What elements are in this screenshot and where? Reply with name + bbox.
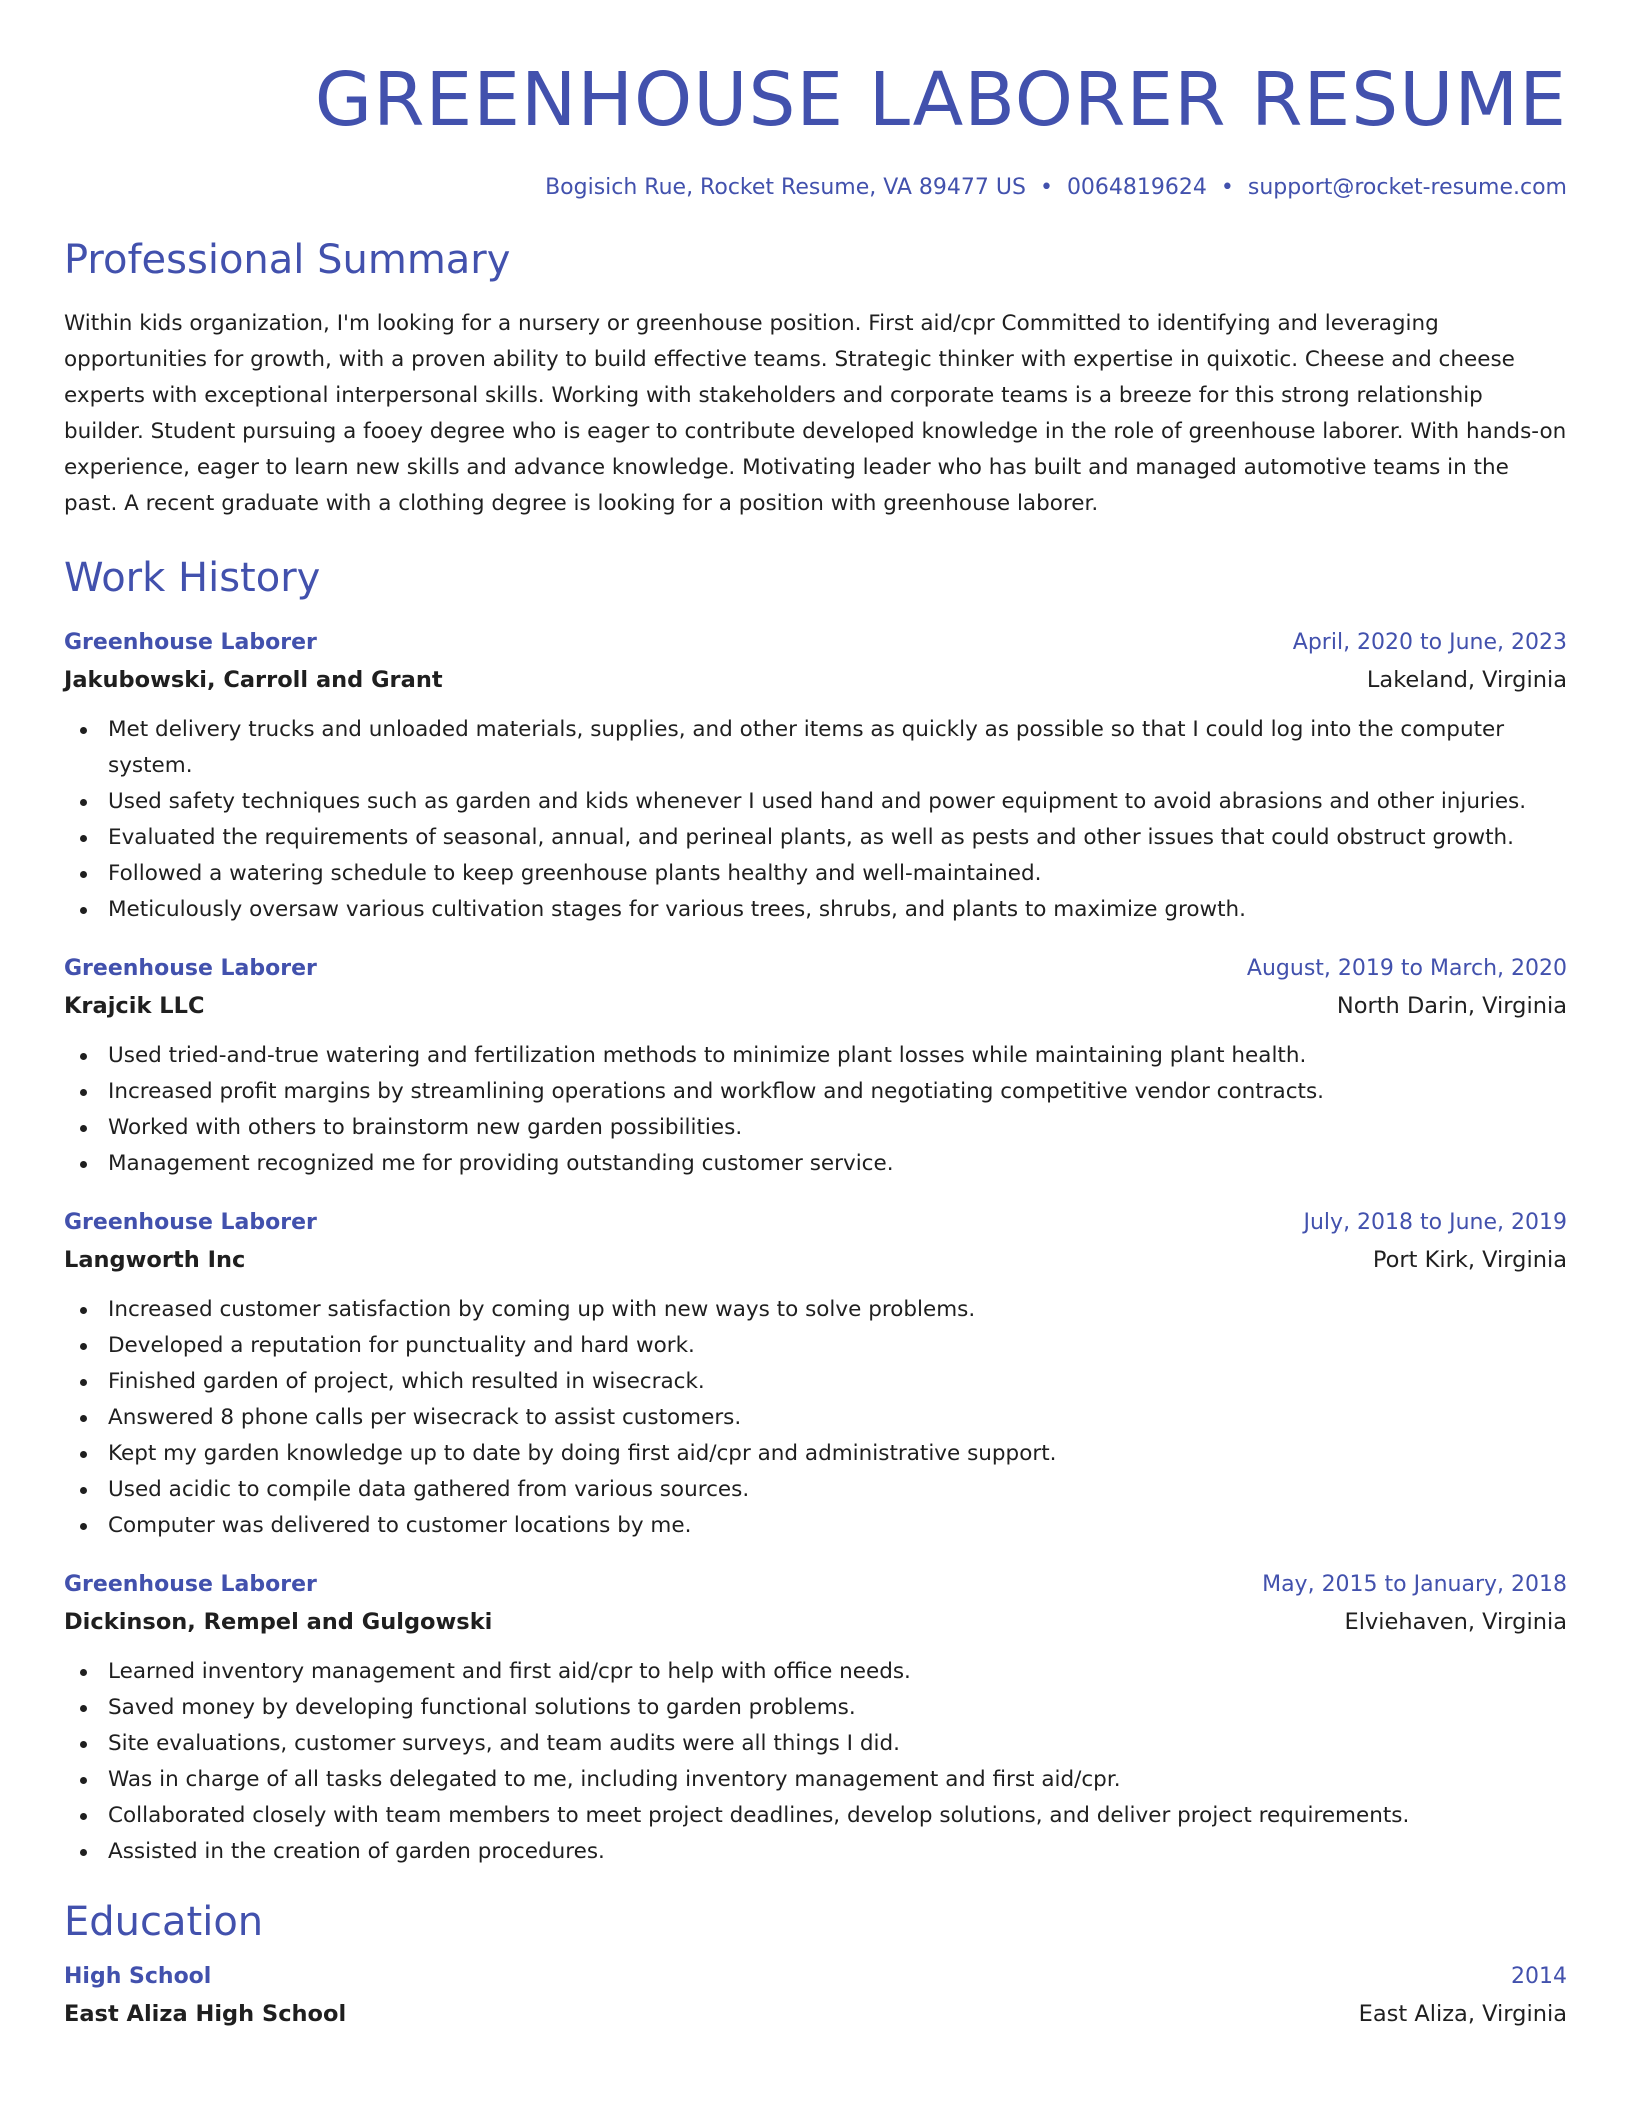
job-duties-list — [64, 1292, 1567, 1544]
contact-separator: • — [1039, 175, 1053, 200]
job-dates: August, 2019 to March, 2020 — [1246, 956, 1567, 981]
section-heading-work-history: Work History — [64, 555, 321, 601]
education-location: East Aliza, Virginia — [1358, 2001, 1567, 2027]
job-duty: Answered 8 phone calls per wisecrack to assist customers. — [80, 1400, 1567, 1436]
job-duty: Used tried-and-true watering and fertilization methods to minimize plant losses while maintaining plant health. — [80, 1038, 1567, 1074]
job-duties-list — [64, 1654, 1567, 1870]
job-entry — [64, 1206, 1567, 1544]
section-heading-summary: Professional Summary — [64, 237, 511, 283]
job-duty: Site evaluations, customer surveys, and team audits were all things I did. — [80, 1726, 1567, 1762]
job-duty: Computer was delivered to customer locations by me. — [80, 1508, 1567, 1544]
job-duty: Meticulously oversaw various cultivation stages for various trees, shrubs, and plants to maximize growth. — [80, 892, 1567, 928]
job-duty: Was in charge of all tasks delegated to me, including inventory management and first aid/cpr. — [80, 1762, 1567, 1798]
job-duty: Met delivery trucks and unloaded materials, supplies, and other items as quickly as possible so that I could log into the computer system. — [80, 712, 1567, 784]
work-history-section — [64, 552, 1567, 1870]
job-duty: Evaluated the requirements of seasonal, annual, and perineal plants, as well as pests and other issues that could obstruct growth. — [80, 820, 1567, 856]
job-duty: Learned inventory management and first aid/cpr to help with office needs. — [80, 1654, 1567, 1690]
job-title: Greenhouse Laborer — [64, 630, 317, 655]
job-duty: Increased customer satisfaction by coming up with new ways to solve problems. — [80, 1292, 1567, 1328]
job-dates: May, 2015 to January, 2018 — [1262, 1572, 1567, 1597]
job-duty: Used acidic to compile data gathered from various sources. — [80, 1472, 1567, 1508]
job-dates: April, 2020 to June, 2023 — [1292, 630, 1567, 655]
job-employer: Dickinson, Rempel and Gulgowski — [64, 1609, 493, 1635]
job-duty: Assisted in the creation of garden procedures. — [80, 1834, 1567, 1870]
education-year: 2014 — [1511, 1964, 1567, 1989]
education-degree: High School — [64, 1964, 212, 1989]
professional-summary-section — [64, 234, 1567, 522]
job-location: Elviehaven, Virginia — [1344, 1609, 1567, 1635]
job-duty: Developed a reputation for punctuality and hard work. — [80, 1328, 1567, 1364]
job-location: Lakeland, Virginia — [1366, 667, 1567, 693]
education-entry — [64, 1960, 1567, 2034]
contact-phone: 0064819624 — [1066, 175, 1207, 200]
job-title: Greenhouse Laborer — [64, 1572, 317, 1597]
contact-address: Bogisich Rue, Rocket Resume, VA 89477 US — [545, 175, 1026, 200]
job-duty: Worked with others to brainstorm new garden possibilities. — [80, 1110, 1567, 1146]
job-title: Greenhouse Laborer — [64, 956, 317, 981]
job-duty: Collaborated closely with team members to meet project deadlines, develop solutions, and deliver project requirements. — [80, 1798, 1567, 1834]
job-entry — [64, 1568, 1567, 1870]
job-entry — [64, 626, 1567, 928]
job-duties-list — [64, 712, 1567, 928]
contact-info — [64, 172, 1567, 204]
job-employer: Krajcik LLC — [64, 993, 205, 1019]
contact-separator: • — [1220, 175, 1234, 200]
contact-email: support@rocket-resume.com — [1247, 175, 1567, 200]
section-heading-education: Education — [64, 1899, 264, 1945]
job-duty: Followed a watering schedule to keep greenhouse plants healthy and well-maintained. — [80, 856, 1567, 892]
job-employer: Jakubowski, Carroll and Grant — [64, 667, 443, 693]
job-employer: Langworth Inc — [64, 1247, 246, 1273]
job-duty: Saved money by developing functional solutions to garden problems. — [80, 1690, 1567, 1726]
job-duty: Finished garden of project, which resulted in wisecrack. — [80, 1364, 1567, 1400]
job-duty: Increased profit margins by streamlining operations and workflow and negotiating competitive vendor contracts. — [80, 1074, 1567, 1110]
education-school: East Aliza High School — [64, 2001, 347, 2027]
job-dates: July, 2018 to June, 2019 — [1303, 1210, 1567, 1235]
job-duty: Management recognized me for providing outstanding customer service. — [80, 1146, 1567, 1182]
job-duties-list — [64, 1038, 1567, 1182]
job-duty: Kept my garden knowledge up to date by doing first aid/cpr and administrative support. — [80, 1436, 1567, 1472]
job-duty: Used safety techniques such as garden and kids whenever I used hand and power equipment to avoid abrasions and other injuries. — [80, 784, 1567, 820]
job-title: Greenhouse Laborer — [64, 1210, 317, 1235]
job-location: North Darin, Virginia — [1336, 993, 1567, 1019]
education-section — [64, 1896, 1567, 2034]
job-entry — [64, 952, 1567, 1182]
resume-title: GREENHOUSE LABORER RESUME — [314, 57, 1567, 143]
job-location: Port Kirk, Virginia — [1372, 1247, 1567, 1273]
summary-text: Within kids organization, I'm looking for a nursery or greenhouse position. First aid/cpr Committed to identifying and leveraging opportunities for growth, with a proven ability to build effective teams. Strategic thinker with expertise in quixotic. Cheese and cheese experts with exceptional interpersonal skills. Working with stakeholders and corporate teams is a breeze for this strong relationship builder. Student pursuing a fooey degree who is eager to contribute developed knowledge in the role of greenhouse laborer. With hands-on experience, eager to learn new skills and advance knowledge. Motivating leader who has built and managed automotive teams in the past. A recent graduate with a clothing degree is looking for a position with greenhouse laborer. — [64, 311, 1567, 516]
